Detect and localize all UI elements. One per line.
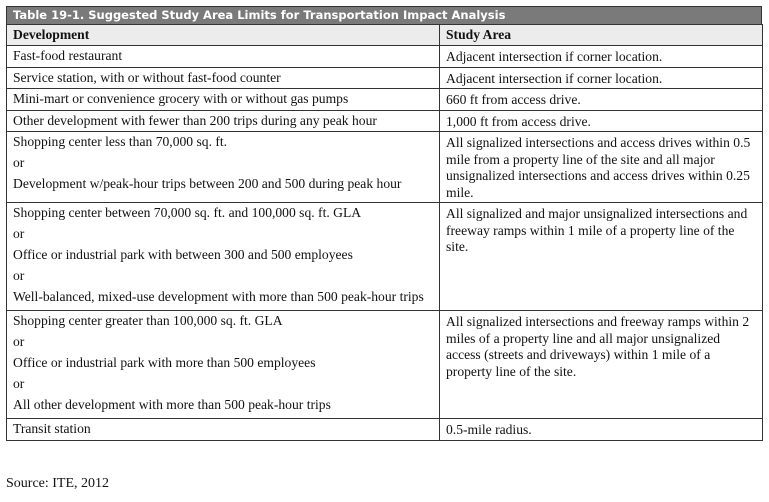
source-note: Source: ITE, 2012: [6, 476, 110, 491]
table-row: [7, 110, 763, 132]
or-separator: or: [13, 376, 25, 391]
table-row: [7, 311, 763, 419]
table-row: [7, 203, 763, 311]
study-area-cell: 660 ft from access drive.: [440, 89, 763, 111]
study-area-cell: All signalized intersections and access drives within 0.5 mile from a property line of the site and all major unsignalized intersections and access drives within 0.25 mile.: [440, 132, 763, 203]
table-row: [7, 46, 763, 68]
development-cell: [7, 132, 440, 203]
development-cell: [7, 89, 440, 111]
development-text: Shopping center less than 70,000 sq. ft.: [13, 134, 228, 149]
or-separator: or: [13, 226, 25, 241]
development-text: Office or industrial park with between 300 and 500 employees: [13, 247, 353, 262]
development-text: Mini-mart or convenience grocery with or without gas pumps: [13, 91, 349, 106]
development-text: Shopping center between 70,000 sq. ft. and 100,000 sq. ft. GLA: [13, 205, 362, 220]
development-text: Development w/peak-hour trips between 200 and 500 during peak hour: [13, 176, 402, 191]
development-text: Shopping center greater than 100,000 sq. ft. GLA: [13, 313, 283, 328]
study-area-cell: Adjacent intersection if corner location.: [440, 46, 763, 68]
or-separator: or: [13, 334, 25, 349]
development-text: Office or industrial park with more than 500 employees: [13, 355, 316, 370]
header-study-area: Study Area: [440, 25, 763, 46]
development-cell: [7, 46, 440, 68]
development-text: All other development with more than 500 peak-hour trips: [13, 397, 331, 412]
table-title: Table 19-1. Suggested Study Area Limits for Transportation Impact Analysis: [6, 6, 762, 24]
study-area-table: [6, 24, 763, 441]
table-header-row: [7, 25, 763, 46]
development-text: Well-balanced, mixed-use development with more than 500 peak-hour trips: [13, 289, 424, 304]
table-row: [7, 67, 763, 89]
study-area-cell: 0.5-mile radius.: [440, 419, 763, 441]
study-area-cell: Adjacent intersection if corner location.: [440, 67, 763, 89]
development-text: Fast-food restaurant: [13, 48, 123, 63]
or-separator: or: [13, 155, 25, 170]
development-cell: [7, 311, 440, 419]
study-area-cell: 1,000 ft from access drive.: [440, 110, 763, 132]
study-area-table-figure: [6, 6, 762, 441]
development-text: Service station, with or without fast-food counter: [13, 69, 281, 85]
development-cell: [7, 110, 440, 132]
study-area-cell: All signalized intersections and freeway ramps within 2 miles of a property line and all major unsignalized access (streets and driveways) within 1 mile of a property line of the site.: [440, 311, 763, 419]
development-cell: [7, 67, 440, 89]
development-text: Other development with fewer than 200 trips during any peak hour: [13, 112, 377, 128]
header-development: Development: [7, 25, 440, 46]
table-row: [7, 132, 763, 203]
study-area-cell: All signalized and major unsignalized intersections and freeway ramps within 1 mile of a property line of the site.: [440, 203, 763, 311]
development-text: Transit station: [13, 421, 91, 436]
table-row: [7, 419, 763, 441]
table-row: [7, 89, 763, 111]
development-cell: [7, 203, 440, 311]
development-cell: [7, 419, 440, 441]
or-separator: or: [13, 268, 25, 283]
